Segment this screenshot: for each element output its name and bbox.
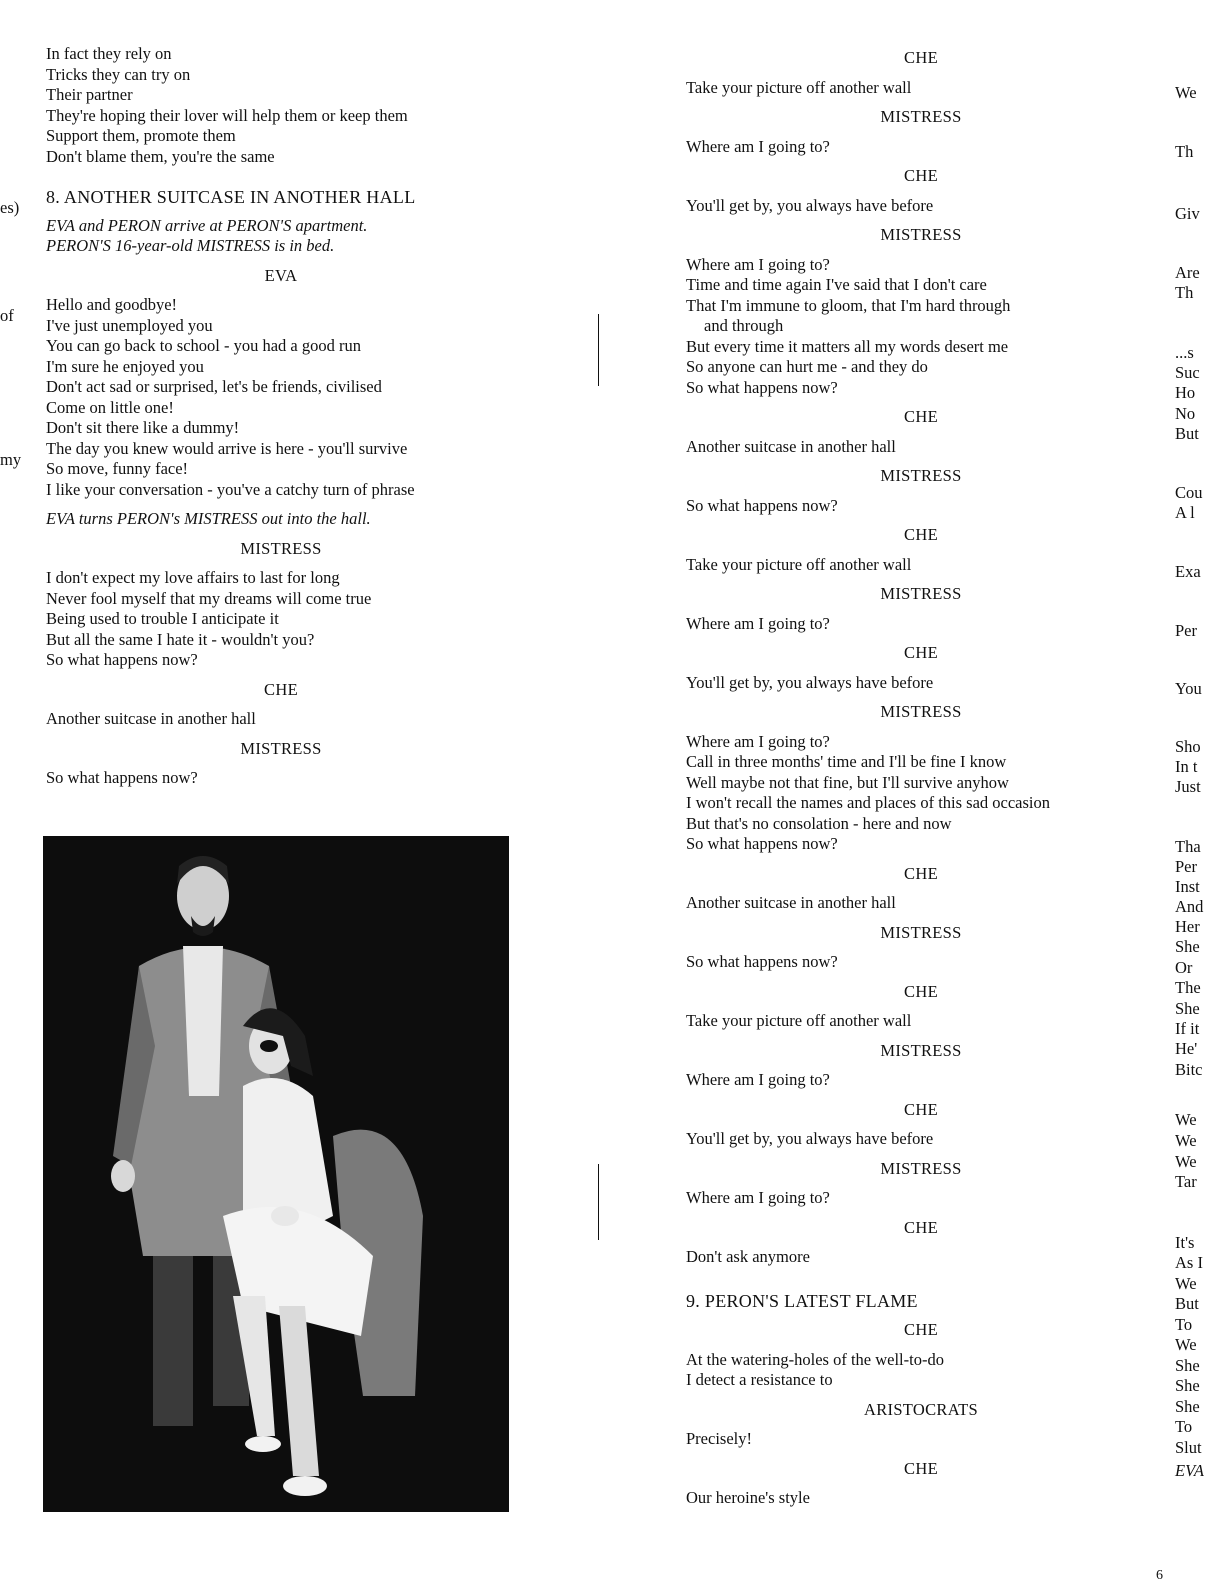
lyric-line: Another suitcase in another hall [46,709,256,728]
speaker-name: CHE [904,1099,938,1119]
edge-fragment: Bitc [1175,1060,1203,1079]
edge-fragment: Slut [1175,1438,1202,1457]
speaker-name: CHE [904,1458,938,1478]
speaker-name: MISTRESS [880,702,962,721]
speaker-name: MISTRESS [880,1040,962,1060]
speaker-name: MISTRESS [880,584,962,603]
lyric-line: So what happens now? [686,952,838,971]
speaker-name: MISTRESS [880,922,962,942]
speaker-name: MISTRESS [880,466,962,485]
edge-fragment: Suc [1175,363,1200,382]
lyric-line: Precisely! [686,1429,752,1448]
lyric-line: Call in three months' time and I'll be fine I know [686,752,1007,771]
edge-fragment: Exa [1175,562,1201,581]
edge-fragment: We [1175,1274,1197,1293]
lyric-line: and through [704,316,784,335]
lyric-line: I detect a resistance to [686,1370,833,1389]
lyric-line: Support them, promote them [46,126,236,145]
lyric-line: Tricks they can try on [46,64,191,84]
lyric-line: So anyone can hurt me - and they do [686,357,928,376]
lyric-line: Where am I going to? [686,254,830,274]
lyric-line: Never fool myself that my dreams will come true [46,588,372,608]
lyric-line: Take your picture off another wall [686,1011,912,1030]
lyric-line: I like your conversation - you've a catchy turn of phrase [46,479,415,499]
edge-fragment: We [1175,1131,1197,1150]
lyric-line: Hello and goodbye! [46,295,178,314]
edge-fragment: We [1175,83,1197,102]
edge-fragment: Inst [1175,877,1200,896]
margin-bracket [598,1164,599,1240]
edge-fragment: ...s [1175,343,1194,362]
stage-direction: EVA and PERON arrive at PERON'S apartment. [46,215,368,235]
speaker-name: MISTRESS [880,107,962,126]
lyric-line: At the watering-holes of the well-to-do [686,1349,944,1369]
margin-fragment: es) [0,198,20,217]
lyric-line: I won't recall the names and places of this sad occasion [686,793,1051,812]
margin-fragment: of [0,306,14,325]
edge-fragment: Per [1175,621,1197,640]
edge-fragment: Are [1175,263,1200,282]
lyric-line: Time and time again I've said that I don't care [686,275,987,294]
edge-fragment: No [1175,404,1196,423]
lyric-line: You'll get by, you always have before [686,1129,934,1148]
lyric-line: Don't sit there like a dummy! [46,418,240,437]
lyric-line: The day you knew would arrive is here - you'll survive [46,438,408,458]
speaker-name: CHE [264,679,298,699]
lyric-line: Where am I going to? [686,136,830,156]
edge-fragment: We [1175,1110,1197,1129]
lyric-line: So what happens now? [686,834,838,853]
lyric-line: Well maybe not that fine, but I'll survive anyhow [686,772,1009,792]
lyric-line: You can go back to school - you had a good run [46,336,361,355]
edge-fragment: He' [1175,1039,1198,1058]
edge-fragment: The [1175,978,1201,997]
edge-fragment: We [1175,1335,1197,1354]
edge-fragment: Tar [1175,1172,1197,1191]
lyric-line: So what happens now? [686,495,838,515]
lyric-line: So what happens now? [46,650,198,669]
edge-fragment: Giv [1175,204,1200,223]
edge-fragment: In t [1175,757,1198,776]
edge-fragment: Ho [1175,383,1196,402]
lyric-line: Where am I going to? [686,613,830,633]
speaker-name: MISTRESS [880,225,962,244]
lyric-line: Take your picture off another wall [686,554,912,574]
edge-fragment: Or [1175,958,1193,977]
speaker-name: MISTRESS [880,1158,962,1178]
lyric-line: So what happens now? [686,377,838,397]
lyric-line: I've just unemployed you [46,315,213,335]
lyric-line: They're hoping their lover will help them or keep them [46,105,408,125]
lyric-line: Don't blame them, you're the same [46,146,275,166]
stage-direction: PERON'S 16-year-old MISTRESS is in bed. [46,236,335,255]
lyric-line: Another suitcase in another hall [686,893,896,912]
margin-bracket [598,314,599,386]
edge-fragment: Sho [1175,737,1201,756]
lyric-line: Don't ask anymore [686,1247,810,1266]
lyric-line: Their partner [46,85,133,104]
lyric-line: You'll get by, you always have before [686,195,934,215]
edge-fragment: Per [1175,857,1197,876]
speaker-name: CHE [904,981,938,1001]
speaker-name: ARISTOCRATS [864,1399,978,1419]
lyric-line: So move, funny face! [46,459,189,478]
lyric-line: Where am I going to? [686,731,830,751]
speaker-name: CHE [904,643,938,662]
lyric-line: Come on little one! [46,397,174,417]
lyric-line: Don't act sad or surprised, let's be friends, civilised [46,377,382,396]
lyric-line: Our heroine's style [686,1488,810,1507]
speaker-name: CHE [904,407,938,426]
edge-fragment: EVA [1175,1461,1205,1480]
edge-fragment: She [1175,1376,1200,1395]
speaker-name: CHE [904,1217,938,1237]
page-number: 6 [1156,1568,1163,1583]
speaker-name: CHE [904,525,938,544]
edge-fragment: Her [1175,917,1200,936]
lyric-line: You'll get by, you always have before [686,672,934,692]
photo-figures-icon [43,836,509,1512]
edge-fragment: As I [1175,1253,1203,1272]
edge-fragment: Th [1175,283,1194,302]
edge-fragment: Th [1175,142,1194,161]
right-column [686,48,1156,1518]
lyric-line: But every time it matters all my words desert me [686,336,1009,356]
edge-fragment: A l [1175,503,1195,522]
left-column [46,44,516,789]
lyric-line: In fact they rely on [46,44,172,63]
margin-fragment: my [0,450,22,469]
speaker-name: MISTRESS [240,538,322,558]
song-title: 8. ANOTHER SUITCASE IN ANOTHER HALL [46,187,416,207]
edge-fragment: She [1175,1397,1200,1416]
stage-photo [43,836,509,1512]
edge-fragment: If it [1175,1019,1200,1038]
lyric-line: Take your picture off another wall [686,77,912,97]
speaker-name: CHE [904,863,938,883]
edge-fragment: Tha [1175,837,1201,856]
edge-fragment: We [1175,1152,1197,1171]
song-title: 9. PERON'S LATEST FLAME [686,1290,918,1311]
lyric-line: Being used to trouble I anticipate it [46,609,279,628]
edge-fragment: Just [1175,777,1201,796]
lyric-line: Another suitcase in another hall [686,436,896,456]
speaker-name: EVA [264,265,298,285]
edge-fragment: She [1175,1356,1200,1375]
edge-fragment: She [1175,999,1200,1018]
edge-fragment: You [1175,679,1202,698]
lyric-line: So what happens now? [46,768,198,787]
edge-fragment: But [1175,424,1199,443]
speaker-name: CHE [904,166,938,185]
edge-fragment: To [1175,1315,1193,1334]
speaker-name: MISTRESS [240,738,322,758]
lyric-line: Where am I going to? [686,1070,830,1089]
stage-direction: EVA turns PERON's MISTRESS out into the hall. [46,509,371,528]
speaker-name: CHE [904,48,938,67]
lyric-line: That I'm immune to gloom, that I'm hard through [686,295,1011,315]
edge-fragment: She [1175,937,1200,956]
edge-fragment: And [1175,897,1204,916]
speaker-name: CHE [904,1320,938,1339]
lyric-line: I don't expect my love affairs to last for long [46,568,340,587]
edge-fragment: But [1175,1294,1199,1313]
edge-fragment: Cou [1175,483,1203,502]
lyric-line: I'm sure he enjoyed you [46,356,204,376]
lyric-line: But that's no consolation - here and now [686,813,952,833]
edge-fragment: To [1175,1417,1193,1436]
lyric-line: But all the same I hate it - wouldn't you? [46,629,315,649]
edge-fragment: It's [1175,1233,1195,1252]
lyric-line: Where am I going to? [686,1188,830,1207]
